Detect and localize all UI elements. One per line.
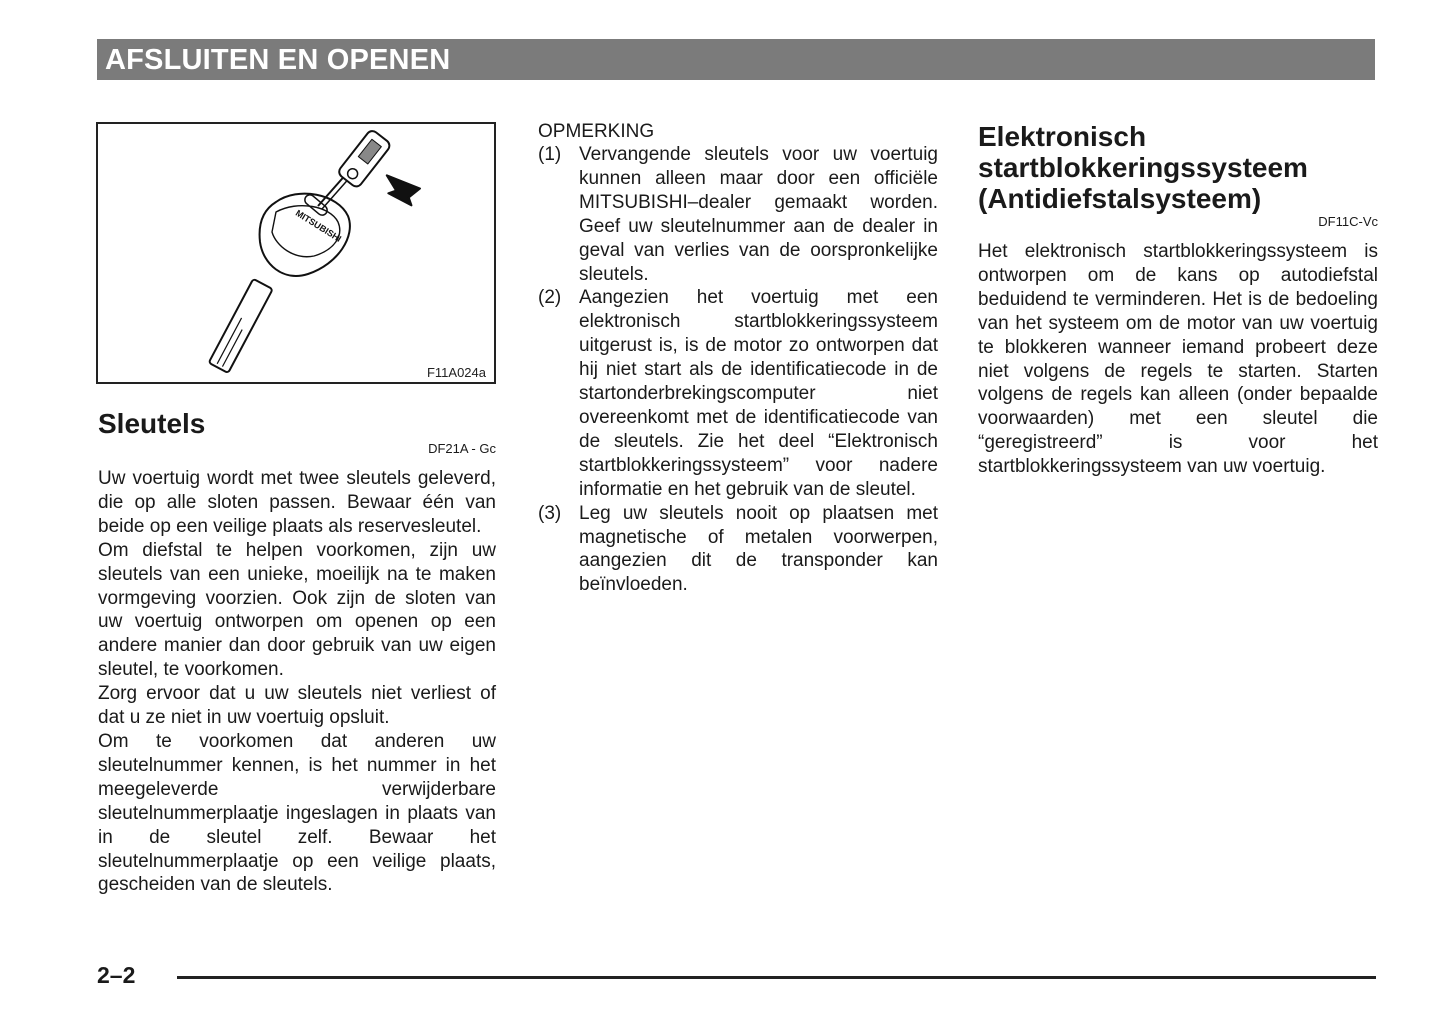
section-startblokkering [978, 121, 1378, 479]
note-text: Vervangende sleutels voor uw voertuig kunnen alleen maar door een officiële MITSUBISHI–dealer gemaakt worden. Geef uw sleutelnummer aan de dealer in geval van verlies van de oorspronkelijke sleutels. [579, 144, 938, 285]
paragraph: Zorg ervoor dat u uw sleutels niet verliest of dat u ze niet in uw voertuig opsluit. [98, 683, 496, 729]
note-title: OPMERKING [538, 121, 655, 142]
key-with-tag-icon [98, 124, 494, 382]
note-item [538, 143, 938, 286]
paragraph: Uw voertuig wordt met twee sleutels geleverd, die op alle sloten passen. Bewaar één van beide op een veilige plaats als reservesleutel. [98, 468, 496, 537]
chapter-title: AFSLUITEN EN OPENEN [105, 44, 451, 76]
note-item [538, 286, 938, 501]
paragraph: Om te voorkomen dat anderen uw sleutelnummer kennen, is het nummer in het meegeleverde verwijderbare sleutelnummerplaatje ingeslagen in plaats van in de sleutel zelf. Bewaar het sleutelnummerplaatje op een veilige plaats, gescheiden van de sleutels. [98, 730, 496, 896]
chapter-header-bar [97, 39, 1375, 80]
title-line: (Antidiefstalsysteem) [978, 183, 1262, 214]
section-code-sleutels: DF21A - Gc [428, 441, 496, 456]
note-number: (1) [538, 144, 562, 165]
section-title-sleutels: Sleutels [98, 408, 206, 439]
svg-text:MITSUBISHI: MITSUBISHI [293, 207, 344, 244]
section-sleutels [98, 408, 496, 897]
footer-rule [177, 976, 1376, 979]
note-text: Aangezien het voertuig met een elektronisch startblokkeringssysteem uitgerust is, is de motor zo ontworpen dat hij niet start als de identificatiecode in de startonderbrekingscomputer niet overeenkomt met de identificatiecode van de sleutels. Zie het deel “Elektronisch startblokkeringssysteem” voor nadere informatie en het gebruik van de sleutel. [579, 287, 938, 500]
note-number: (2) [538, 287, 562, 309]
key-figure [96, 122, 496, 384]
title-line: startblokkeringssysteem [978, 152, 1308, 183]
section-title-startblokkering [978, 121, 1378, 214]
figure-caption: F11A024a [426, 365, 486, 380]
section-opmerking [538, 120, 938, 597]
note-text: Leg uw sleutels nooit op plaatsen met magnetische of metalen voorwerpen, aangezien dit de transponder kan beïnvloeden. [579, 502, 938, 596]
note-item [538, 502, 938, 598]
title-line: Elektronisch [978, 121, 1147, 152]
paragraph: Het elektronisch startblokkeringssysteem is ontworpen om de kans op autodiefstal beduidend te verminderen. Het is de bedoeling van het systeem om de motor van uw voertuig te blokkeren wanneer iemand probeert deze niet volgens de regels te starten. Starten volgens de regels kan alleen (onder bepaalde voorwaarden) met een sleutel die “geregistreerd” is voor het startblokkeringssysteem van uw voertuig. [978, 241, 1378, 478]
note-number: (3) [538, 502, 562, 524]
paragraph: Om diefstal te helpen voorkomen, zijn uw sleutels van een unieke, moeilijk na te maken vormgeving voorzien. Ook zijn de sloten van uw voertuig ontworpen om openen op een andere manier dan door gebruik van uw eigen sleutel, te voorkomen. [98, 539, 496, 681]
section-code-startblokkering: DF11C-Vc [1318, 214, 1378, 229]
page-number: 2–2 [97, 962, 136, 988]
